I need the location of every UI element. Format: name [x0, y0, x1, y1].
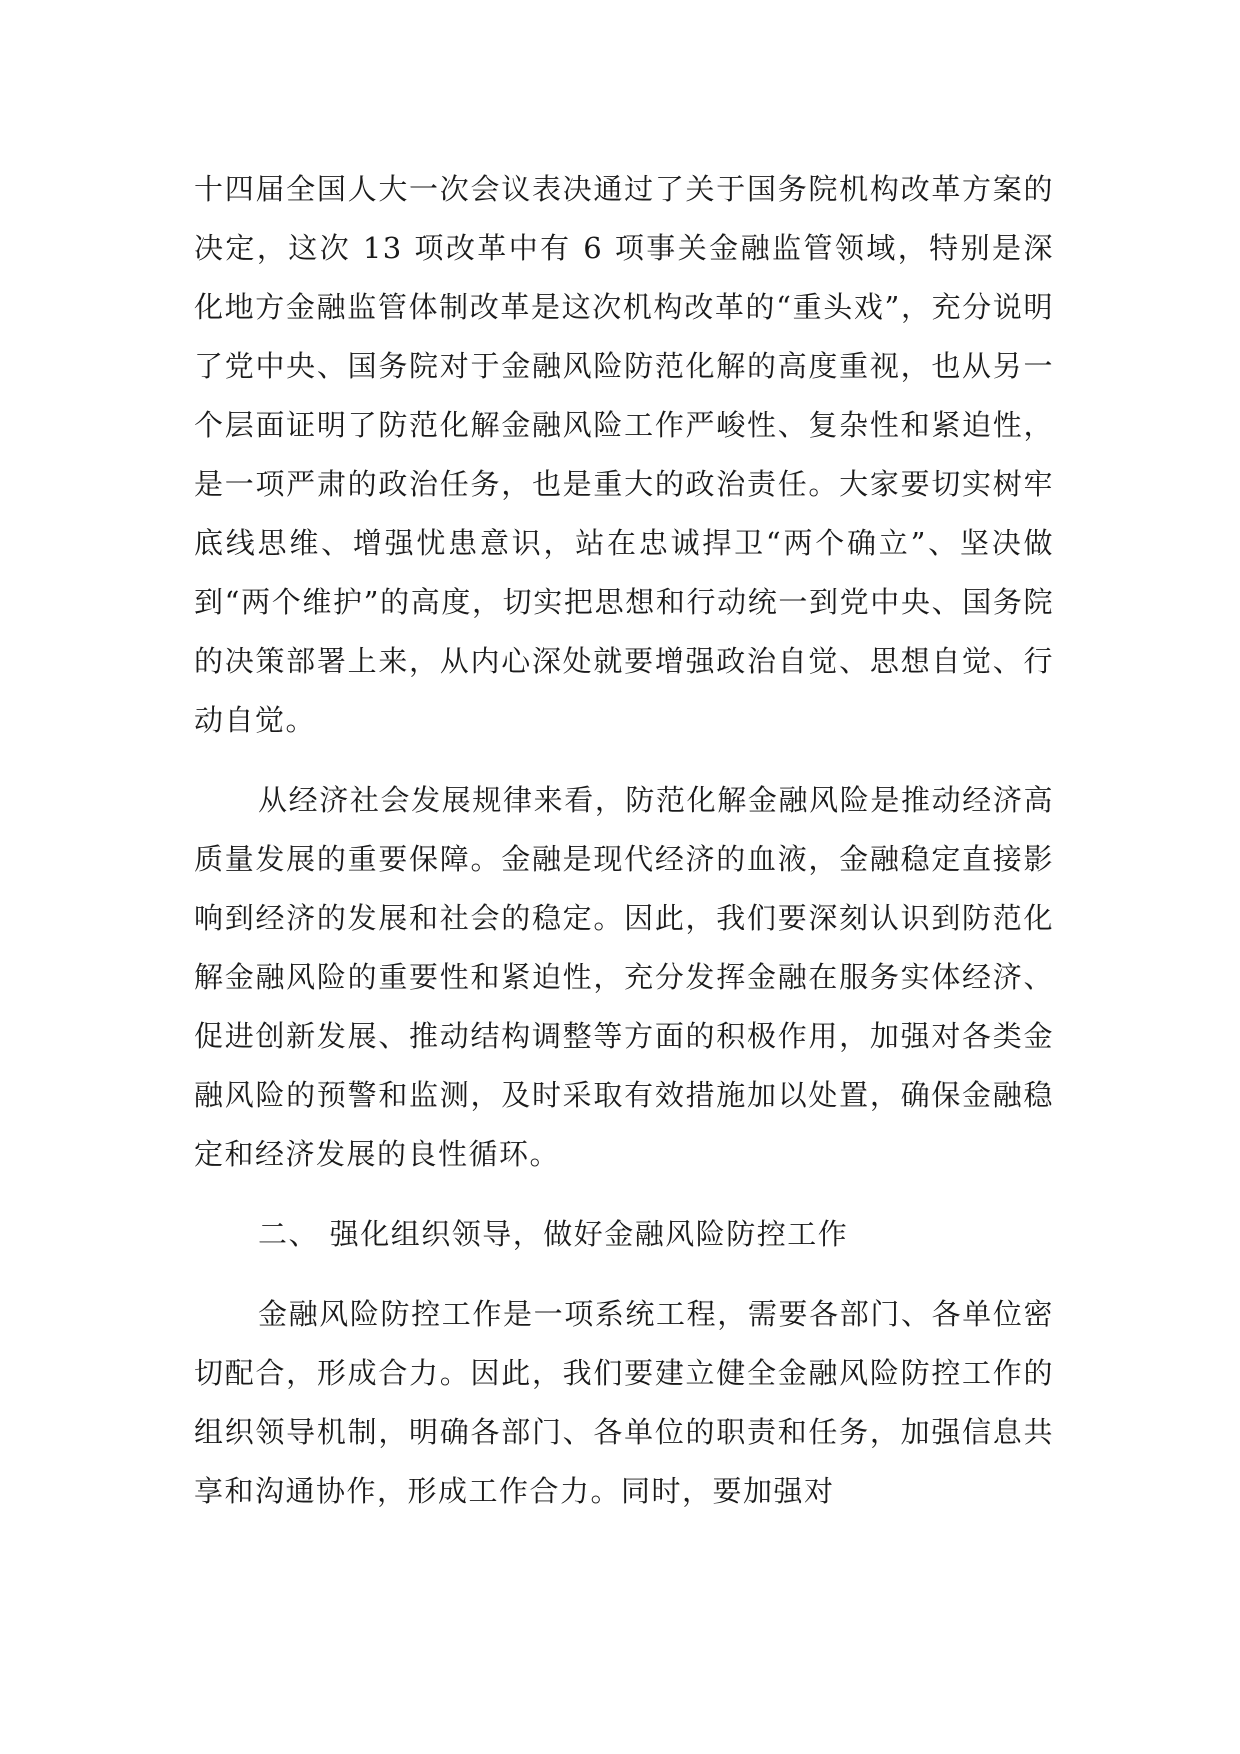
- paragraph-risk-control: 金融风险防控工作是一项系统工程，需要各部门、各单位密切配合，形成合力。因此，我们要建立健全金融风险防控工作的组织领导机制，明确各部门、各单位的职责和任务，加强信息共享和沟通协作，形成工作合力。同时，要加强对: [194, 1297, 1054, 1508]
- section-heading-2: 二、 强化组织领导，做好金融风险防控工作: [258, 1217, 849, 1251]
- document-body: [194, 160, 1054, 1521]
- paragraph-economic-development: 从经济社会发展规律来看，防范化解金融风险是推动经济高质量发展的重要保障。金融是现代经济的血液，金融稳定直接影响到经济的发展和社会的稳定。因此，我们要深刻认识到防范化解金融风险的重要性和紧迫性，充分发挥金融在服务实体经济、促进创新发展、推动结构调整等方面的积极作用，加强对各类金融风险的预警和监测，及时采取有效措施加以处置，确保金融稳定和经济发展的良性循环。: [194, 783, 1054, 1171]
- paragraph-continued: 十四届全国人大一次会议表决通过了关于国务院机构改革方案的决定，这次 13 项改革中有 6 项事关金融监管领域，特别是深化地方金融监管体制改革是这次机构改革的“重头戏”，充分说明了党中央、国务院对于金融风险防范化解的高度重视，也从另一个层面证明了防范化解金融风险工作严峻性、复杂性和紧迫性，是一项严肃的政治任务，也是重大的政治责任。大家要切实树牢底线思维、增强忧患意识，站在忠诚捍卫“两个确立”、坚决做到“两个维护”的高度，切实把思想和行动统一到党中央、国务院的决策部署上来，从内心深处就要增强政治自觉、思想自觉、行动自觉。: [194, 172, 1054, 737]
